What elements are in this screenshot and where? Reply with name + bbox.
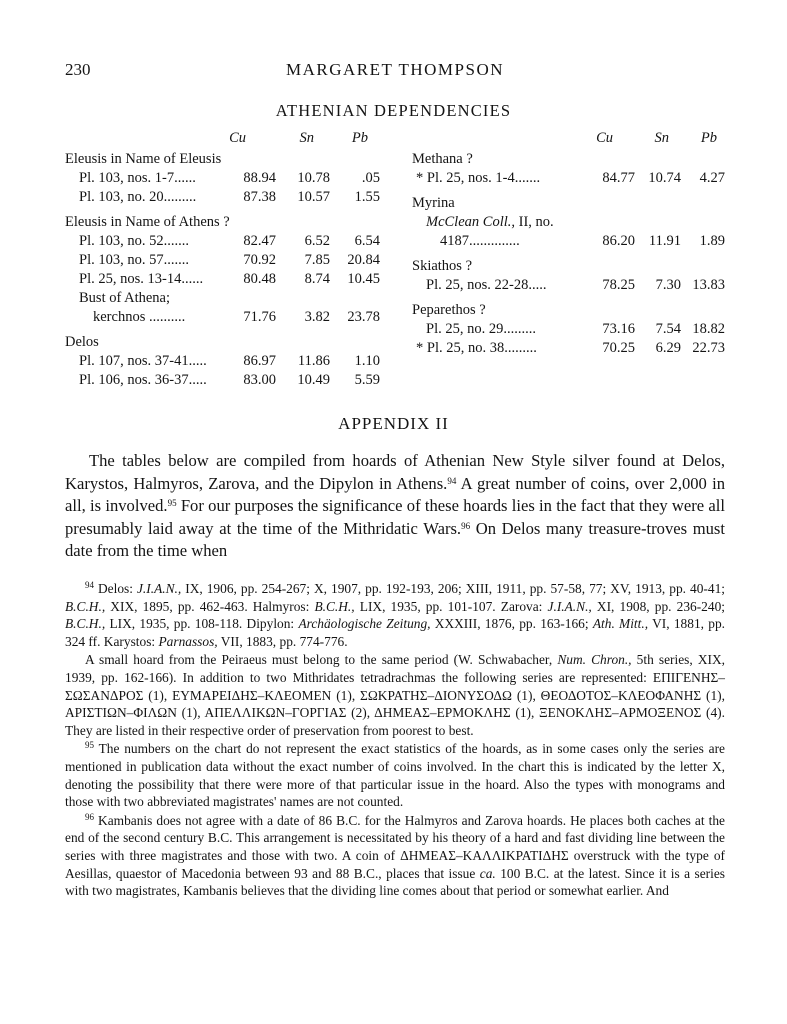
table-row	[412, 169, 725, 188]
col-header-cu: Cu	[596, 130, 613, 146]
cell-cu: 84.77	[602, 170, 635, 186]
col-header-pb: Pb	[351, 130, 368, 146]
table-row	[412, 232, 725, 251]
row-label: Pl. 103, no. 52.......	[79, 233, 189, 249]
cell-sn: 11.91	[648, 233, 681, 249]
table-row	[65, 270, 380, 289]
cell-pb: 1.89	[699, 233, 725, 249]
cell-sn: 10.74	[648, 170, 681, 186]
cell-cu: 83.00	[243, 372, 276, 388]
col-header-cu: Cu	[229, 130, 246, 146]
running-author: MARGARET THOMPSON	[285, 60, 505, 79]
row-label: Pl. 107, nos. 37-41.....	[79, 353, 207, 369]
group-name: Myrina	[412, 195, 455, 211]
footnote-94: $^{94}$ Delos: J.I.A.N., IX, 1906, pp. 254-267; X, 1907, pp. 192-193, 206; XIII, 1911, pp. 57-58, 77; XV, 1913, pp. 40-41; B.C.H., XIX, 1895, pp. 462-463. Halmyros: B.C.H., LIX, 1935, pp. 101-107. Zarova: J.I.A.N., XI, 1908, pp. 236-240; B.C.H., LIX, 1935, pp. 108-118. Dipylon: Archäologische Zeitung, XXXIII, 1876, pp. 163-166; Ath. Mitt., VI, 1881, pp. 324 ff. Karystos: Parnassos, VII, 1883, pp. 774-776.	[65, 580, 725, 649]
table-row	[65, 232, 380, 251]
table-right-column	[412, 130, 725, 358]
table-left-column	[65, 130, 380, 390]
cell-pb: 13.83	[692, 277, 725, 293]
col-header-sn: Sn	[299, 130, 314, 146]
table-row	[412, 320, 725, 339]
row-label: Pl. 103, nos. 1-7......	[79, 170, 196, 186]
footnote-ref: 95	[167, 498, 177, 508]
row-label: Pl. 25, nos. 13-14......	[79, 271, 204, 287]
cell-cu: 71.76	[243, 309, 276, 325]
cell-pb: 1.55	[354, 189, 380, 205]
cell-cu: 70.92	[243, 252, 276, 268]
table-row	[65, 289, 380, 308]
column-headers	[65, 130, 380, 150]
cell-pb: 1.10	[354, 353, 380, 369]
row-label: Pl. 103, no. 57.......	[79, 252, 189, 268]
footnote-95: $^{95}$ The numbers on the chart do not represent the exact statistics of the hoards, as in some cases only the series are mentioned in publication data without the exact number of coins involved. In the chart this is indicated by the letter X, denoting the possibility that there were more of that particular issue in the hoard. Also the types with monograms and those with two abbreviated magistrates' names are not counted.	[65, 740, 725, 810]
footnote-ref: 94	[447, 475, 457, 486]
row-label: kerchnos ..........	[93, 309, 186, 325]
cell-cu: 88.94	[243, 170, 276, 186]
cell-sn: 10.78	[297, 170, 330, 186]
running-header	[65, 60, 725, 84]
cell-pb: 20.84	[347, 252, 380, 268]
cell-sn: 7.54	[655, 321, 681, 337]
cell-pb: .05	[361, 170, 380, 186]
row-label: 4187..............	[440, 233, 520, 249]
group-name: Peparethos ?	[412, 302, 486, 318]
cell-sn: 7.30	[655, 277, 681, 293]
cell-cu: 70.25	[602, 340, 635, 356]
row-label: Pl. 25, nos. 22-28.....	[426, 277, 547, 293]
row-label: Pl. 106, nos. 36-37.....	[79, 372, 207, 388]
footnote-ref: 96	[461, 520, 471, 531]
row-label: Pl. 25, no. 29.........	[426, 321, 536, 337]
paragraph: The tables below are compiled from hoards of Athenian New Style silver found at Delos, Karystos, Halmyros, Zarova, and the Dipylon in Athens.$^{94}$ A great number of coins, over 2,000 in all, is involved.$^{95}$ For our purposes the significance of these hoards lies in the fact that they were all presumably laid away at the time of the Mithridatic Wars.$^{96}$ On Delos many treasure-troves must date from the time when	[65, 451, 726, 560]
cell-sn: 10.57	[297, 189, 330, 205]
table-row	[412, 276, 725, 295]
footnotes	[65, 580, 725, 901]
cell-cu: 73.16	[602, 321, 635, 337]
page-number: 230	[65, 60, 91, 79]
cell-pb: 10.45	[347, 271, 380, 287]
cell-pb: 18.82	[692, 321, 725, 337]
body-text	[65, 450, 725, 563]
cell-cu: 82.47	[243, 233, 276, 249]
group-name: Methana ?	[412, 151, 473, 167]
cell-sn: 6.52	[304, 233, 330, 249]
table-row	[412, 339, 725, 358]
row-label: Bust of Athena;	[79, 290, 171, 306]
cell-sn: 7.85	[304, 252, 330, 268]
cell-sn: 6.29	[655, 340, 681, 356]
table-row	[65, 371, 380, 390]
group-name: Delos	[65, 334, 99, 350]
group-name: Eleusis in Name of Athens ?	[65, 214, 230, 230]
col-header-pb: Pb	[700, 130, 717, 146]
cell-pb: 5.59	[354, 372, 380, 388]
cell-sn: 11.86	[297, 353, 330, 369]
cell-sn: 3.82	[304, 309, 330, 325]
cell-cu: 86.20	[602, 233, 635, 249]
table-title: ATHENIAN DEPENDENCIES	[275, 101, 512, 120]
cell-pb: 4.27	[699, 170, 725, 186]
table-row	[65, 169, 380, 188]
table-row	[65, 188, 380, 207]
column-headers	[412, 130, 725, 150]
row-label: * Pl. 25, nos. 1-4.......	[416, 170, 541, 186]
group-name: Eleusis in Name of Eleusis	[65, 151, 222, 167]
table-row	[65, 308, 380, 327]
table-row	[65, 251, 380, 270]
cell-pb: 22.73	[692, 340, 725, 356]
cell-sn: 10.49	[297, 372, 330, 388]
cell-cu: 78.25	[602, 277, 635, 293]
table-row	[65, 352, 380, 371]
table-row	[412, 213, 725, 232]
appendix-heading: APPENDIX II	[338, 414, 449, 433]
footnote-96: $^{96}$ Kambanis does not agree with a date of 86 B.C. for the Halmyros and Zarova hoards. He places both caches at the end of the second century B.C. This arrangement is necessitated by his theory of a hard and fast dividing line between the series with three magistrates and those with two. A coin of ΔΗΜΕΑΣ–ΚΑΛΛΙΚΡΑΤΙΔΗΣ overstruck with the type of Aesillas, quaestor of Macedonia between 93 and 88 B.C., places that issue ca. 100 B.C. at the latest. Since it is a series with two magistrates, Kambanis believes that the dividing line comes about that period or somewhat earlier. And	[65, 811, 725, 899]
cell-cu: 80.48	[243, 271, 276, 287]
col-header-sn: Sn	[654, 130, 669, 146]
row-label: Pl. 103, no. 20.........	[79, 189, 197, 205]
group-name: Skiathos ?	[412, 258, 473, 274]
footnote-94-continued: A small hoard from the Peiraeus must belong to the same period (W. Schwabacher, Num. Chron., 5th series, XIX, 1939, pp. 162-166). In addition to two Mithridates tetradrachmas the following series are represented: ΕΠΙΓΕΝΗΣ–ΣΩΣΑΝΔΡΟΣ (1), ΕΥΜΑΡΕΙΔΗΣ–ΚΛΕΟΜΕΝ (1), ΣΩΚΡΑΤΗΣ–ΔΙΟΝΥΣΟΔΩ (1), ΘΕΟΔΟΤΟΣ–ΚΛΕΟΦΑΝΗΣ (1), ΑΡΙΣΤΙΩΝ–ΦΙΛΩΝ (1), ΑΠΕΛΛΙΚΩΝ–ΓΟΡΓΙΑΣ (2), ΔΗΜΕΑΣ–ΕΡΜΟΚΛΗΣ (1), ΞΕΝΟΚΛΗΣ–ΑΡΜΟΞΕΝΟΣ (4). They are listed in their respective order of preservation from poorest to best.	[65, 652, 725, 738]
cell-pb: 23.78	[347, 309, 380, 325]
cell-pb: 6.54	[354, 233, 380, 249]
row-label: McClean Coll., II, no.	[426, 214, 554, 230]
cell-cu: 87.38	[243, 189, 276, 205]
cell-sn: 8.74	[304, 271, 330, 287]
cell-cu: 86.97	[243, 353, 276, 369]
row-label: * Pl. 25, no. 38.........	[416, 340, 537, 356]
